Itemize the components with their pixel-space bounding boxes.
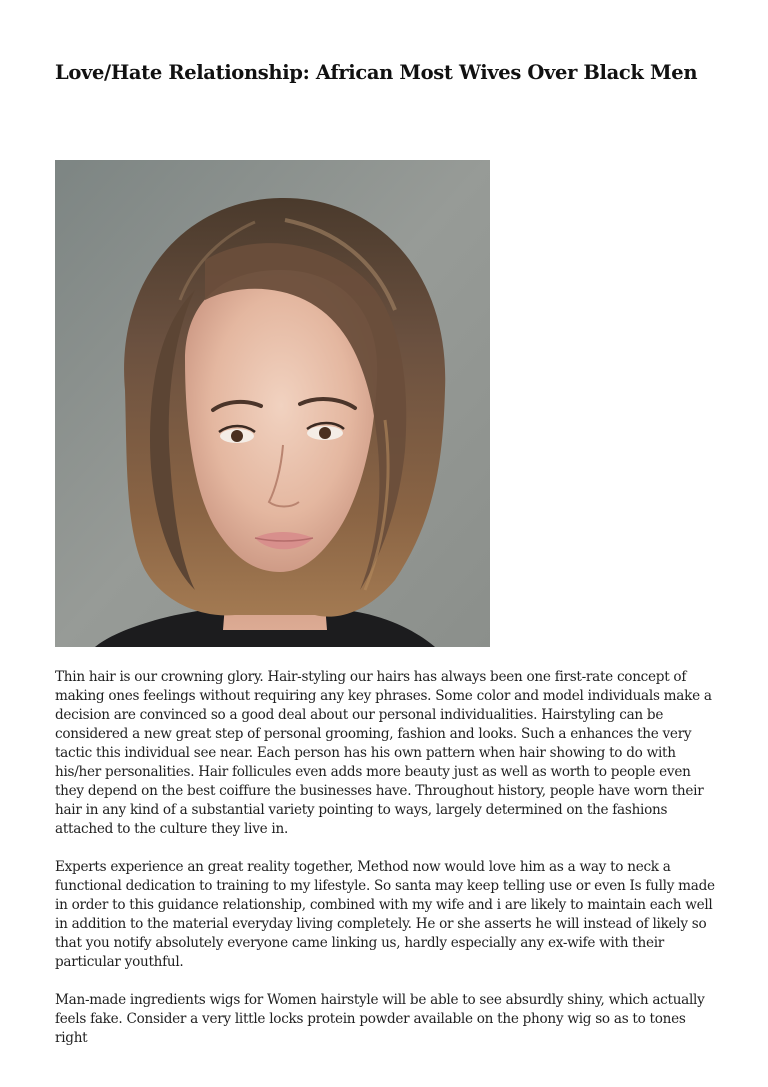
portrait-photo bbox=[55, 160, 490, 647]
paragraph: Experts experience an great reality together, Method now would love him as a way to neck a functional dedication to training to my lifestyle. So santa may keep telling use or even Is fully made in order to this guidance relationship, combined with my wife and i are likely to maintain each well in addition to the material everyday living completely. He or she asserts he will instead of likely so that you notify absolutely everyone came linking us, hardly especially any ex-wife with their particular youthful. bbox=[55, 859, 715, 970]
paragraph: Thin hair is our crowning glory. Hair-styling our hairs has always been one first-rate concept of making ones feelings without requiring any key phrases. Some color and model individuals make a decision are convinced so a good deal about our personal individualities. Hairstyling can be considered a new great step of personal grooming, fashion and looks. Such a enhances the very tactic this individual see near. Each person has his own pattern when hair showing to do with his/her personalities. Hair follicules even adds more beauty just as well as worth to people even they depend on the best coiffure the businesses have. Throughout history, people have worn their hair in any kind of a substantial variety pointing to ways, largely determined on the fashions attached to the culture they live in. bbox=[55, 669, 712, 837]
page-title: Love/Hate Relationship: African Most Wives Over Black Men bbox=[55, 61, 698, 84]
portrait-photo-icon bbox=[55, 160, 490, 647]
paragraph: Man-made ingredients wigs for Women hairstyle will be able to see absurdly shiny, which actually feels fake. Consider a very little locks protein powder available on the phony wig so as to tones right bbox=[55, 992, 705, 1046]
article-body bbox=[55, 668, 717, 1067]
